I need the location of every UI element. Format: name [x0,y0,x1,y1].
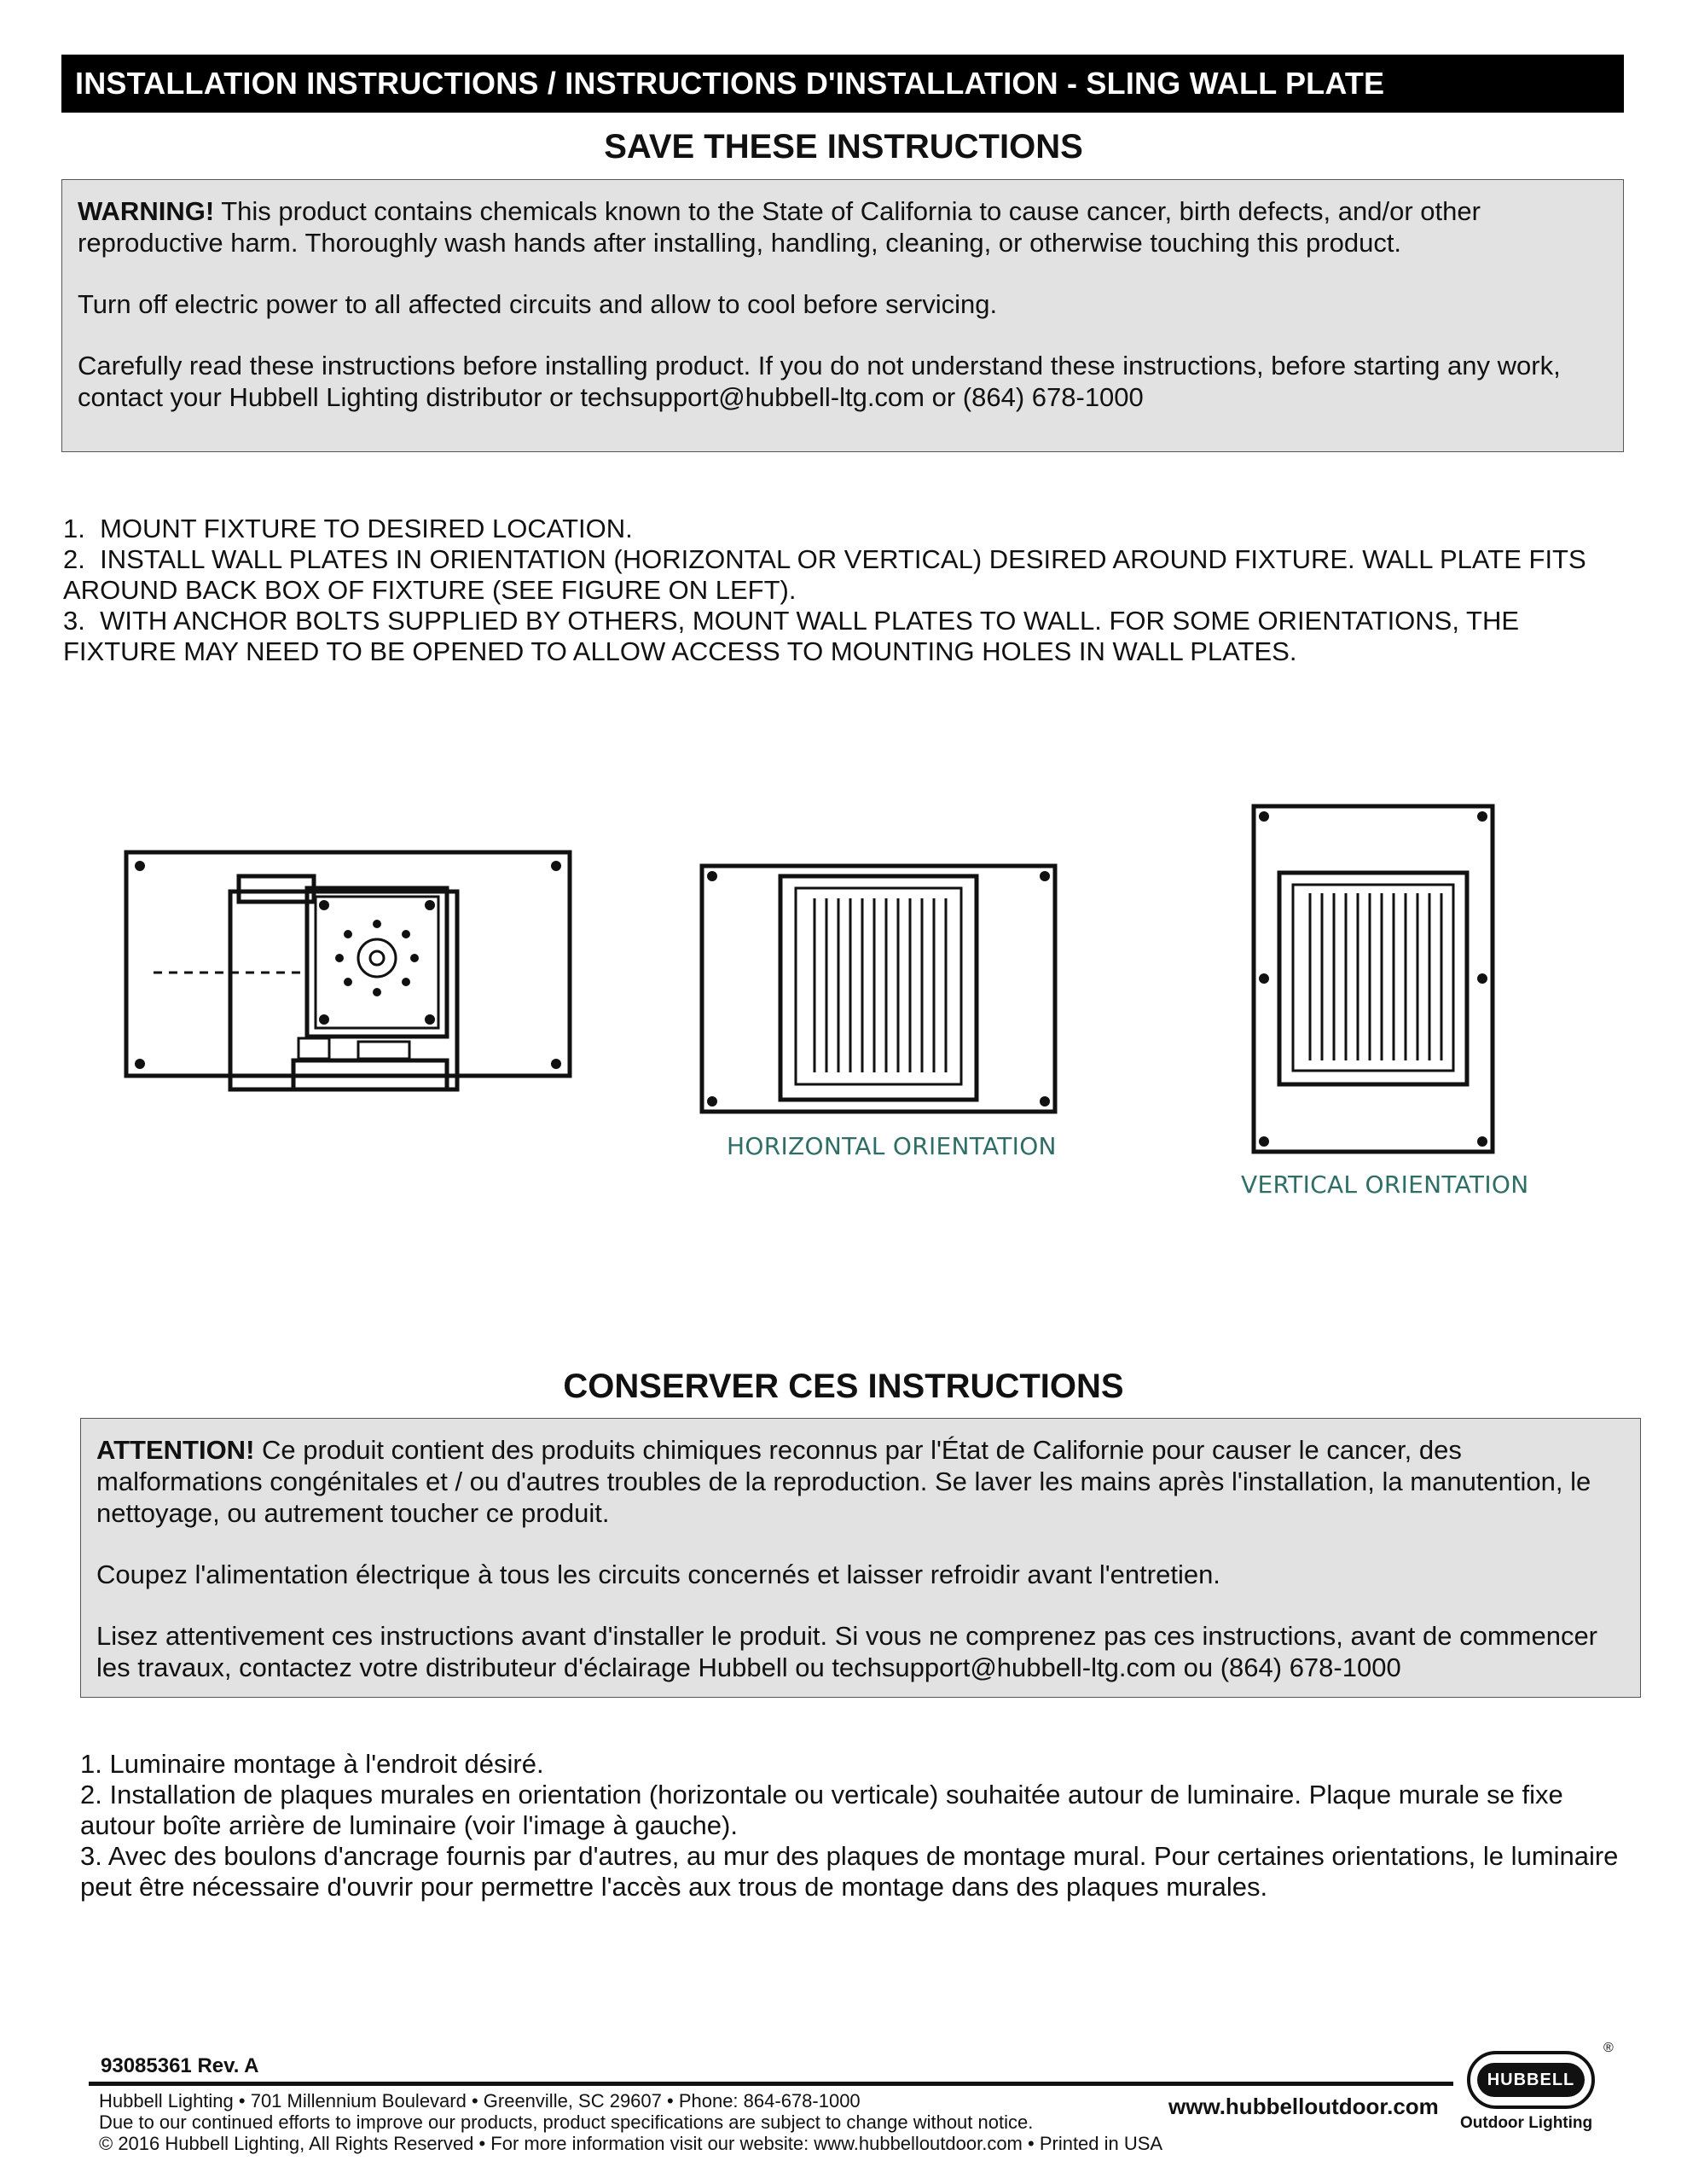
footer-website-link[interactable]: www.hubbelloutdoor.com [1168,2094,1439,2119]
hubbell-logo-text: HUBBELL [1477,2063,1585,2097]
footer-notice: Due to our continued efforts to improve our products, product specifications are subject to change without notice. [99,2111,1034,2133]
footer-text-block [99,2090,1162,2154]
attention-label: ATTENTION! [96,1435,255,1465]
english-step: 1. MOUNT FIXTURE TO DESIRED LOCATION. [63,514,633,543]
part-number: 93085361 Rev. A [101,2054,259,2077]
french-step: 2. Installation de plaques murales en orientation (horizontale ou verticale) souhaitée autour de luminaire. Plaque murale se fixe autour boîte arrière de luminaire (voir l'image à gauche). [80,1780,1571,1840]
french-step: 1. Luminaire montage à l'endroit désiré. [80,1749,544,1779]
english-warning-box [61,179,1624,452]
english-steps-list [63,514,1624,667]
english-step: 3. WITH ANCHOR BOLTS SUPPLIED BY OTHERS, MOUNT WALL PLATES TO WALL. FOR SOME ORIENTATIONS, THE FIXTURE MAY NEED TO BE OPENED TO ALLOW ACCESS TO MOUNTING HOLES IN WALL PLATES. [63,606,1527,666]
warning-text: This product contains chemicals known to the State of California to cause cancer, birth defects, and/or other reproductive harm. Thoroughly wash hands after installing, handling, cleaning, or otherwise touching this product. [78,196,1481,258]
english-step: 2. INSTALL WALL PLATES IN ORIENTATION (HORIZONTAL OR VERTICAL) DESIRED AROUND FIXTURE. WALL PLATE FITS AROUND BACK BOX OF FIXTURE (SEE FIGURE ON LEFT). [63,544,1592,605]
power-off-text: Turn off electric power to all affected circuits and allow to cool before servicing. [78,289,998,319]
french-warning-box [80,1418,1641,1698]
french-steps-list [80,1749,1624,1902]
hubbell-logo [1467,2051,1595,2109]
footer-divider [89,2082,1453,2086]
horizontal-orientation-figure [695,857,1062,1122]
english-warning-paragraph [78,195,1608,258]
footer-copyright: © 2016 Hubbell Lighting, All Rights Reserved • For more information visit our website: www.hubbelloutdoor.com • Printed in USA [99,2133,1163,2154]
conserver-instructions-heading: CONSERVER CES INSTRUCTIONS [563,1368,1124,1405]
attention-text: Ce produit contient des produits chimiques reconnus par l'État de Californie pour causer le cancer, des malformations congénitales et / ou d'autres troubles de la reproduction. Se laver les mains après l'installation, la manutention, le nettoyage, ou autrement toucher ce produit. [96,1435,1591,1528]
horizontal-orientation-caption: HORIZONTAL ORIENTATION [727,1132,1057,1160]
french-read-instructions-text: Lisez attentivement ces instructions avant d'installer le produit. Si vous ne comprenez pas ces instructions, avant de commencer les travaux, contactez votre distributeur d'éclairage Hubbell ou techsupport@hubbell-ltg.com ou (864) 678-1000 [96,1621,1598,1682]
vertical-orientation-figure [1245,798,1501,1160]
save-instructions-heading: SAVE THESE INSTRUCTIONS [604,128,1083,166]
logo-subtitle: Outdoor Lighting [1460,2114,1593,2132]
footer-address: Hubbell Lighting • 701 Millennium Boulevard • Greenville, SC 29607 • Phone: 864-678-1000 [99,2090,861,2111]
french-step: 3. Avec des boulons d'ancrage fournis par d'autres, au mur des plaques de montage mural. Pour certaines orientations, le luminaire peut être nécessaire d'ouvrir pour permettre l'accès aux trous de montage dans des plaques murales. [80,1841,1626,1902]
registered-mark: ® [1603,2041,1614,2055]
read-instructions-text: Carefully read these instructions before installing product. If you do not understand these instructions, before starting any work, contact your Hubbell Lighting distributor or techsupport@hubbell-ltg.com or (864) 678-1000 [78,351,1561,412]
back-box-figure [111,840,588,1113]
french-warning-paragraph [96,1434,1625,1529]
french-power-off-text: Coupez l'alimentation électrique à tous les circuits concernés et laisser refroidir avant l'entretien. [96,1560,1220,1589]
vertical-orientation-caption: VERTICAL ORIENTATION [1241,1170,1529,1199]
document-title-bar: INSTALLATION INSTRUCTIONS / INSTRUCTIONS D'INSTALLATION - SLING WALL PLATE [61,55,1624,113]
warning-label: WARNING! [78,196,215,226]
